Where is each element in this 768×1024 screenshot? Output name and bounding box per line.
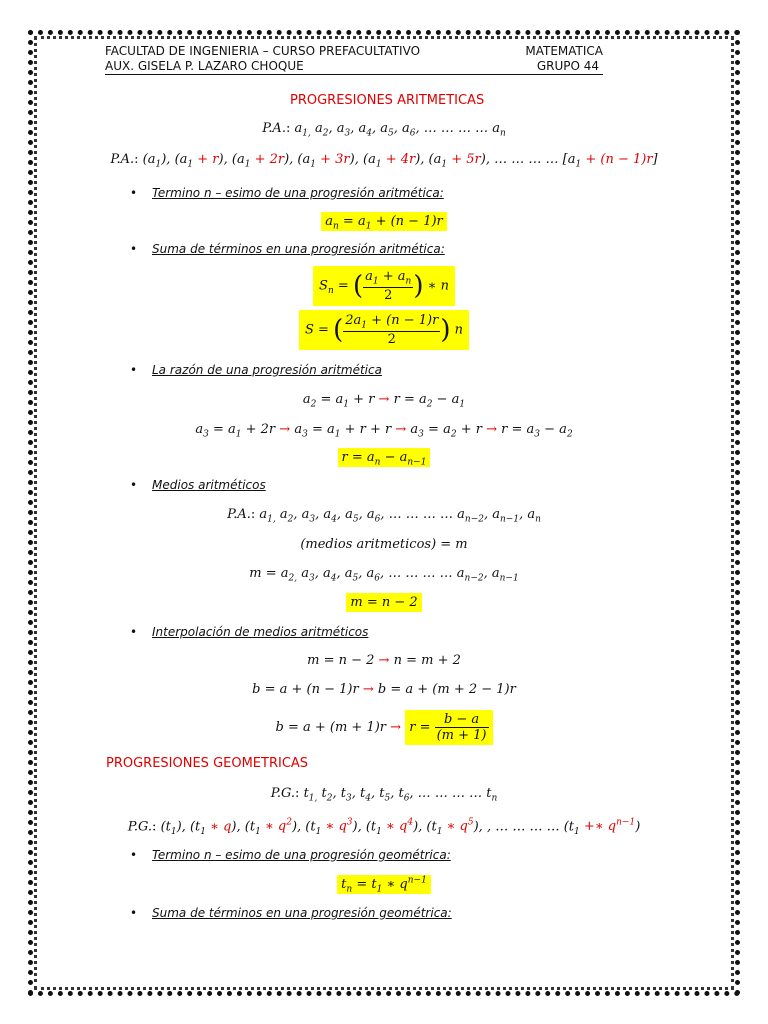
eq-pg-expanded: P.G.: $(t_1)$, ($t_1$ ∗ q), ($t_1$ ∗ $q^2$), ($t_1$ ∗ $q^3$), ($t_1$ ∗ $q^4$), ($t_1$ ∗ $q^5$), , … … … … ($t_1$ +∗ $q^{n-1}$) [127,818,641,837]
bullet-razon: • La razón de una progresión aritmética [130,363,382,377]
eq-medios-3: $m = a_{2,}$ $a_3$, $a_4$, $a_5$, $a_6$, … … … … $a_{n-2}$, $a_{n-1}$ [249,566,519,584]
header-institution: FACULTAD DE INGENIERIA – CURSO PREFACULTATIVO [105,44,421,58]
eq-interp-1: m = n − 2 → n = m + 2 [307,653,461,668]
eq-razon-3: $r = a_n - a_{n-1}$ [0,450,768,468]
eq-razon-2: $a_3 = a_1 + 2r \to a_3 = a_1 + r + r \to a_3 = a_2 + r \to r = a_3 - a_2$ [195,422,573,440]
header-group: GRUPO 44 [536,59,599,73]
eq-pa-sequence: P.A.: $a_{1,}$ $a_2$, $a_3$, $a_4$, $a_5$, $a_6$, … … … … $a_n$ [262,121,506,139]
eq-sn-2: S = ( $\frac{2a_1 + (n - 1)r}{2}$ ) n [0,310,768,350]
eq-pa-expanded: P.A.: $(a_1)$, $(a_1 + r)$, $(a_1 + 2r)$, $(a_1 + 3r)$, $(a_1 + 4r)$, $(a_1 + 5r)$, … … … … $[a_1 + (n - 1)r]$ [110,152,658,170]
bullet-interpolacion: • Interpolación de medios aritméticos [130,625,369,639]
eq-medios-2: (medios aritmeticos) = m [300,537,468,552]
eq-pg-sequence: P.G.: $t_{1,}$ $t_2$, $t_3$, $t_4$, $t_5$, $t_6$, … … … … $t_n$ [270,786,498,804]
eq-an: $a_n = a_1 + (n - 1)r$ [0,214,768,232]
eq-tn: $t_n = t_1$ ∗ $q^{n-1}$ [0,876,768,895]
eq-razon-1: $a_2 = a_1 + r \to r = a_2 - a_1$ [302,392,466,410]
eq-sn-1: $S_n$ = ( $\frac{a_1 + a_n}{2}$ ) ∗ n [0,266,768,306]
eq-medios-4: m = n − 2 [0,595,768,610]
bullet-termino-n-aritmetica: • Termino n – esimo de una progresión aritmética: [130,186,444,200]
eq-medios-1: P.A.: $a_{1,}$ $a_2$, $a_3$, $a_4$, $a_5$, $a_6$, … … … … $a_{n-2}$, $a_{n-1}$, $a_n$ [227,507,541,525]
eq-interp-2: b = a + (n − 1)r → b = a + (m + 2 − 1)r [252,682,516,697]
bullet-suma-aritmetica: • Suma de términos en una progresión aritmética: [130,242,445,256]
header-author: AUX. GISELA P. LAZARO CHOQUE [105,59,304,73]
section-title-aritmeticas: PROGRESIONES ARITMETICAS [290,93,485,108]
section-title-geometricas: PROGRESIONES GEOMETRICAS [106,756,309,771]
header-subject: MATEMATICA [525,44,603,58]
eq-interp-3: b = a + (m + 1)r → r = $\frac{b - a}{(m + 1)}$ [0,710,768,745]
page-header [105,44,603,75]
bullet-termino-n-geometrica: • Termino n – esimo de una progresión geométrica: [130,848,451,862]
bullet-suma-geometrica: • Suma de términos en una progresión geométrica: [130,906,452,920]
bullet-medios: • Medios aritméticos [130,478,266,492]
